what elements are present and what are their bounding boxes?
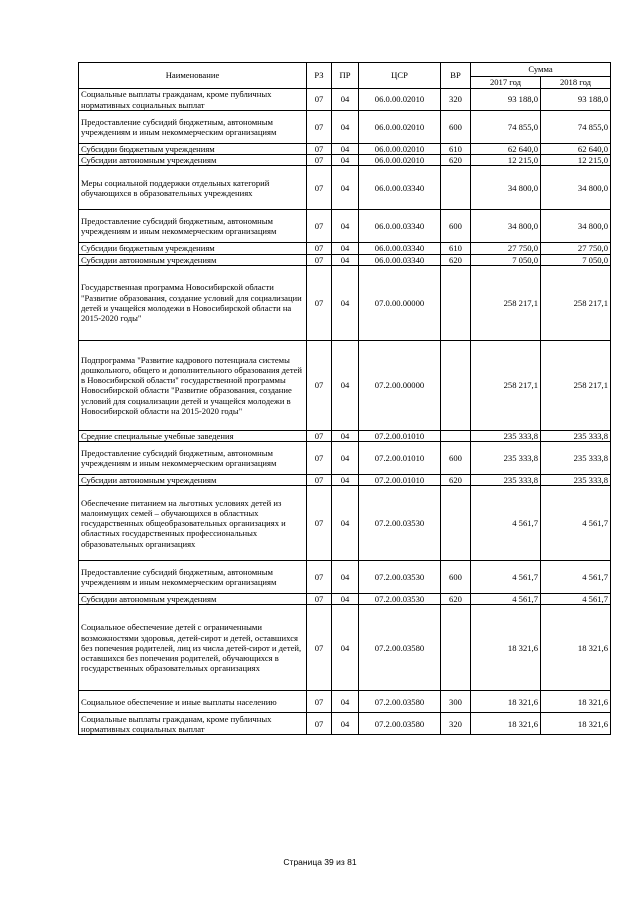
row-sum-2018: 235 333,8 [541,430,611,441]
row-csr: 07.2.00.03580 [359,691,441,713]
row-name: Субсидии автономным учреждениям [79,155,307,166]
table-row [79,594,611,605]
row-pr: 04 [332,430,359,441]
row-pr: 04 [332,155,359,166]
row-vr [441,166,471,210]
header-name: Наименование [79,63,307,89]
row-sum-2017: 93 188,0 [471,89,541,111]
row-name: Меры социальной поддержки отдельных категорий обучающихся в образовательных учреждениях [79,166,307,210]
row-csr: 07.2.00.03530 [359,486,441,561]
row-csr: 07.2.00.01010 [359,430,441,441]
row-vr [441,430,471,441]
table-row [79,442,611,475]
row-rz: 07 [307,486,332,561]
row-csr: 06.0.00.02010 [359,144,441,155]
row-sum-2017: 4 561,7 [471,561,541,594]
row-vr: 600 [441,210,471,243]
row-vr: 600 [441,111,471,144]
row-rz: 07 [307,89,332,111]
row-sum-2017: 235 333,8 [471,430,541,441]
table-row [79,486,611,561]
table-row [79,605,611,691]
row-sum-2017: 34 800,0 [471,166,541,210]
row-csr: 07.2.00.03530 [359,561,441,594]
row-sum-2017: 12 215,0 [471,155,541,166]
table-row [79,155,611,166]
row-csr: 07.2.00.00000 [359,340,441,430]
row-csr: 07.2.00.03580 [359,605,441,691]
table-row [79,713,611,735]
row-sum-2018: 34 800,0 [541,166,611,210]
table-row [79,561,611,594]
row-sum-2017: 4 561,7 [471,594,541,605]
row-sum-2018: 4 561,7 [541,561,611,594]
row-rz: 07 [307,430,332,441]
budget-table [78,62,611,735]
header-year-2017: 2017 год [471,77,541,89]
row-sum-2017: 7 050,0 [471,254,541,265]
row-rz: 07 [307,166,332,210]
row-pr: 04 [332,144,359,155]
row-sum-2018: 93 188,0 [541,89,611,111]
row-name: Социальное обеспечение детей с ограниченными возможностями здоровья, детей-сирот и детей, оставшихся без попечения родителей, лиц из числа детей-сирот и детей, оставшихся без попечения родителей, обучающихся в государственных образовательных организациях [79,605,307,691]
row-pr: 04 [332,691,359,713]
table-row [79,254,611,265]
row-pr: 04 [332,210,359,243]
row-rz: 07 [307,594,332,605]
row-csr: 06.0.00.02010 [359,111,441,144]
row-pr: 04 [332,475,359,486]
table-row [79,210,611,243]
row-name: Подпрограмма "Развитие кадрового потенциала системы дошкольного, общего и дополнительного образования детей в Новосибирской области" государственной программы Новосибирской области "Развитие образования, создание условий для социализации детей и учащейся молодежи в Новосибирской области на 2015-2020 годы" [79,340,307,430]
row-pr: 04 [332,442,359,475]
row-vr: 600 [441,442,471,475]
header-vr: ВР [441,63,471,89]
table-row [79,144,611,155]
row-name: Государственная программа Новосибирской области "Развитие образования, создание условий для социализации детей и учащейся молодежи в Новосибирской области на 2015-2020 годы" [79,265,307,340]
header-year-2018: 2018 год [541,77,611,89]
row-sum-2017: 4 561,7 [471,486,541,561]
row-vr [441,486,471,561]
row-sum-2017: 235 333,8 [471,442,541,475]
row-rz: 07 [307,155,332,166]
row-csr: 07.2.00.03580 [359,713,441,735]
row-csr: 06.0.00.03340 [359,254,441,265]
row-rz: 07 [307,144,332,155]
row-vr: 610 [441,144,471,155]
row-vr: 300 [441,691,471,713]
row-rz: 07 [307,561,332,594]
header-rz: РЗ [307,63,332,89]
table-row [79,243,611,254]
row-name: Предоставление субсидий бюджетным, автономным учреждениям и иным некоммерческим организациям [79,210,307,243]
row-rz: 07 [307,243,332,254]
row-vr: 620 [441,155,471,166]
row-rz: 07 [307,475,332,486]
row-vr: 320 [441,713,471,735]
row-sum-2018: 62 640,0 [541,144,611,155]
row-pr: 04 [332,594,359,605]
row-vr: 620 [441,254,471,265]
row-csr: 07.2.00.01010 [359,442,441,475]
row-csr: 06.0.00.03340 [359,210,441,243]
row-vr [441,340,471,430]
row-sum-2018: 18 321,6 [541,691,611,713]
row-sum-2018: 4 561,7 [541,486,611,561]
row-rz: 07 [307,691,332,713]
row-rz: 07 [307,605,332,691]
row-sum-2018: 258 217,1 [541,265,611,340]
row-sum-2017: 74 855,0 [471,111,541,144]
row-sum-2017: 18 321,6 [471,691,541,713]
row-vr [441,605,471,691]
row-name: Субсидии автономным учреждениям [79,594,307,605]
row-name: Социальное обеспечение и иные выплаты населению [79,691,307,713]
row-sum-2017: 62 640,0 [471,144,541,155]
row-pr: 04 [332,166,359,210]
row-pr: 04 [332,713,359,735]
row-csr: 06.0.00.03340 [359,166,441,210]
row-name: Обеспечение питанием на льготных условиях детей из малоимущих семей – обучающихся в областных государственных общеобразовательных организациях и областных государственных профессиональных образовательных организациях [79,486,307,561]
row-vr: 620 [441,475,471,486]
row-pr: 04 [332,254,359,265]
row-pr: 04 [332,111,359,144]
table-row [79,430,611,441]
row-rz: 07 [307,111,332,144]
page-number: Страница 39 из 81 [283,857,357,867]
row-name: Социальные выплаты гражданам, кроме публичных нормативных социальных выплат [79,89,307,111]
row-sum-2017: 258 217,1 [471,265,541,340]
row-sum-2018: 235 333,8 [541,475,611,486]
row-rz: 07 [307,713,332,735]
row-csr: 07.0.00.00000 [359,265,441,340]
row-sum-2018: 18 321,6 [541,713,611,735]
row-vr: 620 [441,594,471,605]
row-vr: 320 [441,89,471,111]
row-sum-2017: 27 750,0 [471,243,541,254]
row-name: Предоставление субсидий бюджетным, автономным учреждениям и иным некоммерческим организациям [79,561,307,594]
table-row [79,166,611,210]
table-row [79,475,611,486]
row-sum-2018: 27 750,0 [541,243,611,254]
row-sum-2017: 258 217,1 [471,340,541,430]
row-name: Средние специальные учебные заведения [79,430,307,441]
row-sum-2018: 34 800,0 [541,210,611,243]
row-csr: 06.0.00.02010 [359,155,441,166]
row-csr: 06.0.00.02010 [359,89,441,111]
row-name: Субсидии бюджетным учреждениям [79,243,307,254]
row-rz: 07 [307,340,332,430]
row-vr: 610 [441,243,471,254]
row-name: Субсидии бюджетным учреждениям [79,144,307,155]
row-name: Субсидии автономным учреждениям [79,475,307,486]
row-name: Субсидии автономным учреждениям [79,254,307,265]
row-sum-2018: 258 217,1 [541,340,611,430]
row-rz: 07 [307,210,332,243]
row-sum-2018: 4 561,7 [541,594,611,605]
row-name: Социальные выплаты гражданам, кроме публичных нормативных социальных выплат [79,713,307,735]
table-row [79,691,611,713]
header-pr: ПР [332,63,359,89]
row-sum-2017: 18 321,6 [471,713,541,735]
row-sum-2018: 12 215,0 [541,155,611,166]
row-name: Предоставление субсидий бюджетным, автономным учреждениям и иным некоммерческим организациям [79,111,307,144]
header-sum: Сумма [471,63,611,77]
row-pr: 04 [332,243,359,254]
row-pr: 04 [332,561,359,594]
row-csr: 07.2.00.03530 [359,594,441,605]
row-sum-2018: 18 321,6 [541,605,611,691]
row-pr: 04 [332,486,359,561]
table-body [79,89,611,735]
row-name: Предоставление субсидий бюджетным, автономным учреждениям и иным некоммерческим организациям [79,442,307,475]
row-rz: 07 [307,265,332,340]
row-pr: 04 [332,89,359,111]
row-csr: 06.0.00.03340 [359,243,441,254]
table-row [79,340,611,430]
table-row [79,111,611,144]
row-rz: 07 [307,442,332,475]
row-vr: 600 [441,561,471,594]
row-sum-2017: 34 800,0 [471,210,541,243]
row-pr: 04 [332,605,359,691]
header-csr: ЦСР [359,63,441,89]
row-sum-2017: 235 333,8 [471,475,541,486]
row-vr [441,265,471,340]
row-sum-2017: 18 321,6 [471,605,541,691]
row-rz: 07 [307,254,332,265]
row-csr: 07.2.00.01010 [359,475,441,486]
row-pr: 04 [332,340,359,430]
row-sum-2018: 235 333,8 [541,442,611,475]
table-row [79,89,611,111]
row-sum-2018: 7 050,0 [541,254,611,265]
row-pr: 04 [332,265,359,340]
table-row [79,265,611,340]
row-sum-2018: 74 855,0 [541,111,611,144]
